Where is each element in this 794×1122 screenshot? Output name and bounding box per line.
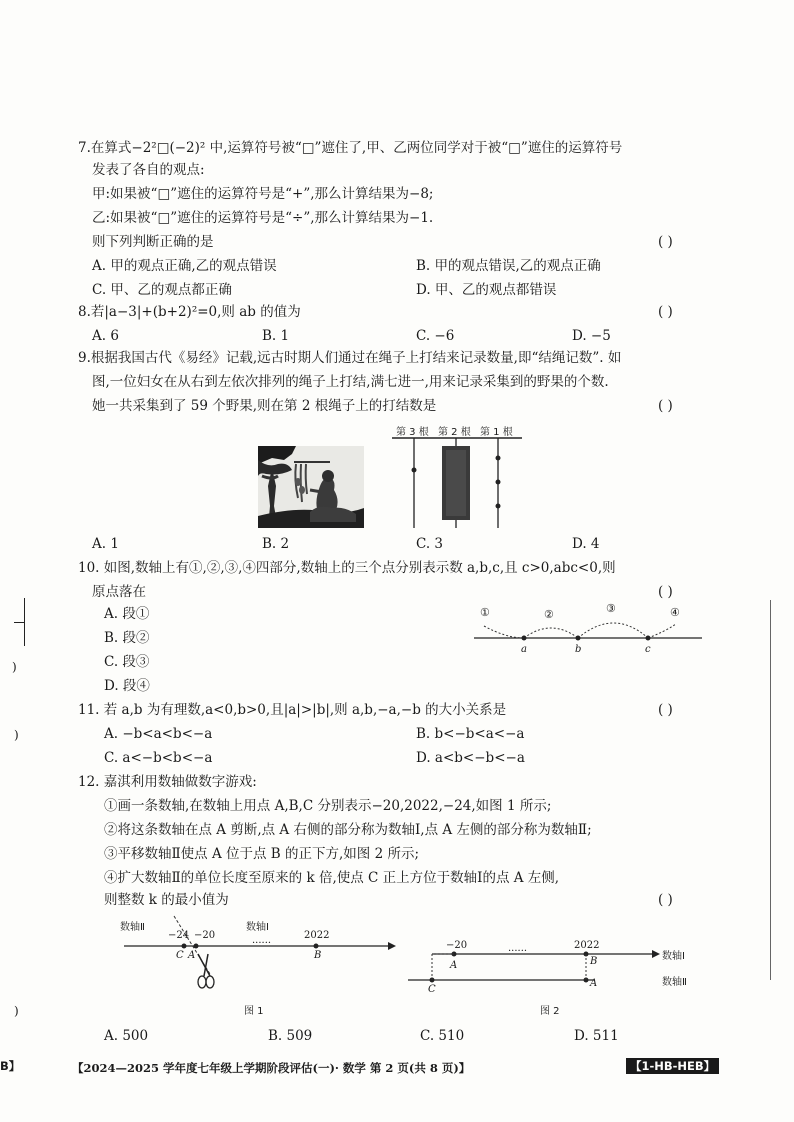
point-c-label: c [645, 644, 651, 655]
q7-option-d: D. 甲、乙的观点都错误 [416, 282, 557, 298]
fig1-value-neg24: −24 [168, 930, 190, 941]
segment-1-label: ① [480, 606, 490, 619]
q8-option-b: B. 1 [262, 328, 290, 344]
q12-figure-2 [404, 938, 710, 1020]
q9-stem-line2: 图,一位妇女在从右到左依次排列的绳子上打结,满七进一,用来记录采集到的野果的个数. [92, 374, 609, 390]
q10-number-line-figure [474, 602, 704, 662]
q9-stem-line1: 9.根据我国古代《易经》记载,远古时期人们通过在绳子上打结来记录数量,即“结绳记数”. 如 [78, 350, 622, 366]
rope-3-knot [412, 468, 417, 473]
segment-2-label: ② [544, 608, 554, 621]
q10-answer-blank: ( ) [658, 584, 673, 600]
fig2-ellipsis: ······ [508, 946, 528, 957]
q10-option-b: B. 段② [104, 630, 150, 646]
left-margin-tick [14, 622, 24, 623]
fig1-axis-1-label: 数轴Ⅰ [246, 922, 269, 933]
q12-question: 则整数 k 的最小值为 [104, 892, 229, 908]
q7-stem-line2: 发表了各自的观点: [92, 162, 205, 178]
scissors-icon [198, 954, 214, 988]
fig1-point-c-dot [182, 944, 187, 949]
fig1-value-2022: 2022 [304, 930, 330, 941]
fig1-point-a-label: A [188, 950, 196, 961]
q8-option-d: D. −5 [572, 328, 611, 344]
q10-stem-line1: 10. 如图,数轴上有①,②,③,④四部分,数轴上的三个点分别表示数 a,b,c,且 c>0,abc<0,则 [78, 560, 616, 576]
q9-stem-line3: 她一共采集到了 59 个野果,则在第 2 根绳子上的打结数是 [92, 398, 437, 414]
rope-1-knot [496, 504, 501, 509]
q12-option-a: A. 500 [104, 1028, 149, 1044]
left-margin-paren: ) [14, 1004, 19, 1018]
point-a-dot [522, 636, 527, 641]
q9-option-d: D. 4 [572, 536, 600, 552]
footer-title: 【2024—2025 学年度七年级上学期阶段评估(一)· 数学 第 2 页(共 8 页)】 [72, 1061, 471, 1075]
q7-jia-view: 甲:如果被“□”遮住的运算符号是“+”,那么计算结果为−8; [92, 186, 434, 202]
segment-3-label: ③ [606, 602, 616, 615]
q11-stem: 11. 若 a,b 为有理数,a<0,b>0,且|a|>|b|,则 a,b,−a,−b 的大小关系是 [78, 702, 507, 718]
q12-option-d: D. 511 [574, 1028, 619, 1044]
fig1-point-a-dot [194, 944, 199, 949]
woman-tying-knots-illustration [258, 446, 364, 528]
fig2-point-a2-label: A [590, 978, 598, 989]
left-margin-paren: ) [12, 660, 17, 674]
q12-option-c: C. 510 [420, 1028, 465, 1044]
q12-option-b: B. 509 [268, 1028, 313, 1044]
footer-code-badge: 【1-HB-HEB】 [626, 1058, 719, 1074]
rope-1-knot [496, 480, 501, 485]
fig2-point-c-label: C [428, 984, 436, 995]
fig2-point-a-label: A [450, 960, 458, 971]
rope-label-1: 第 1 根 [480, 427, 513, 438]
q12-figure-1 [118, 912, 398, 1018]
q12-step-2: ②将这条数轴在点 A 剪断,点 A 右侧的部分称为数轴Ⅰ,点 A 左侧的部分称为数轴Ⅱ; [104, 822, 592, 838]
rope-labels [396, 423, 520, 437]
fig1-ellipsis: ······ [252, 938, 272, 949]
fig2-value-2022: 2022 [574, 940, 600, 951]
q7-answer-blank: ( ) [658, 234, 673, 250]
rope-label-3: 第 3 根 [396, 427, 429, 438]
rope-label-2: 第 2 根 [438, 427, 471, 438]
point-b-label: b [575, 644, 582, 655]
fig2-axis-2-label: 数轴Ⅱ [662, 977, 687, 988]
fig2-point-b-label: B [590, 956, 598, 967]
segment-1-arc [484, 626, 524, 638]
q7-yi-view: 乙:如果被“□”遮住的运算符号是“÷”,那么计算结果为−1. [92, 210, 434, 226]
q8-option-a: A. 6 [92, 328, 119, 344]
q10-option-d: D. 段④ [104, 678, 150, 694]
q12-stem: 12. 嘉淇利用数轴做数字游戏: [78, 774, 257, 790]
fig1-point-b-dot [314, 944, 319, 949]
point-b-dot [576, 636, 581, 641]
point-a-label: a [521, 644, 527, 655]
q8-answer-blank: ( ) [658, 304, 673, 320]
q11-option-d: D. a<b<−b<−a [416, 750, 525, 766]
q12-answer-blank: ( ) [658, 892, 673, 908]
left-margin-paren: ) [14, 728, 19, 742]
q11-option-a: A. −b<a<b<−a [104, 726, 213, 742]
q7-option-c: C. 甲、乙的观点都正确 [92, 282, 232, 298]
q11-option-b: B. b<−b<a<−a [416, 726, 525, 742]
footer-left-mark: B】 [0, 1059, 21, 1073]
fig1-point-b-label: B [314, 950, 322, 961]
q9-option-c: C. 3 [416, 536, 444, 552]
q7-stem-line1: 7.在算式−2²□(−2)² 中,运算符号被“□”遮住了,甲、乙两位同学对于被“□”遮住的运算符号 [78, 140, 623, 156]
segment-4-label: ④ [670, 606, 680, 619]
segment-4-arc [648, 624, 676, 638]
fig2-axis-1-label: 数轴Ⅰ [662, 951, 685, 962]
q9-answer-blank: ( ) [658, 398, 673, 414]
segment-2-arc [524, 628, 578, 638]
q8-stem: 8.若|a−3|+(b+2)²=0,则 ab 的值为 [78, 304, 301, 320]
q12-step-3: ③平移数轴Ⅱ使点 A 位于点 B 的正下方,如图 2 所示; [104, 846, 420, 862]
binding-line [770, 600, 771, 980]
q11-answer-blank: ( ) [658, 702, 673, 718]
fig2-value-neg20: −20 [446, 940, 468, 951]
fig2-caption: 图 2 [540, 1006, 560, 1017]
q11-option-c: C. a<−b<b<−a [104, 750, 213, 766]
q7-option-b: B. 甲的观点错误,乙的观点正确 [416, 258, 601, 274]
knotted-ropes-diagram [392, 436, 522, 530]
q7-option-a: A. 甲的观点正确,乙的观点错误 [92, 258, 277, 274]
q12-step-1: ①画一条数轴,在数轴上用点 A,B,C 分别表示−20,2022,−24,如图 1 所示; [104, 798, 552, 814]
q9-option-b: B. 2 [262, 536, 290, 552]
fig1-arrow [388, 942, 396, 950]
q12-step-4: ④扩大数轴Ⅱ的单位长度至原来的 k 倍,使点 C 正上方位于数轴Ⅰ的点 A 左侧, [104, 870, 560, 886]
fig1-axis-2-label: 数轴Ⅱ [120, 922, 145, 933]
rope-1-knot [496, 456, 501, 461]
q7-question: 则下列判断正确的是 [92, 234, 214, 250]
fig1-point-c-label: C [176, 950, 184, 961]
q10-stem-line2: 原点落在 [92, 584, 146, 600]
fig1-value-neg20: −20 [194, 930, 216, 941]
point-c-dot [646, 636, 651, 641]
fig1-caption: 图 1 [244, 1006, 264, 1017]
q8-option-c: C. −6 [416, 328, 455, 344]
q10-option-a: A. 段① [104, 606, 150, 622]
q9-option-a: A. 1 [92, 536, 119, 552]
q10-option-c: C. 段③ [104, 654, 150, 670]
segment-3-arc [578, 623, 648, 638]
